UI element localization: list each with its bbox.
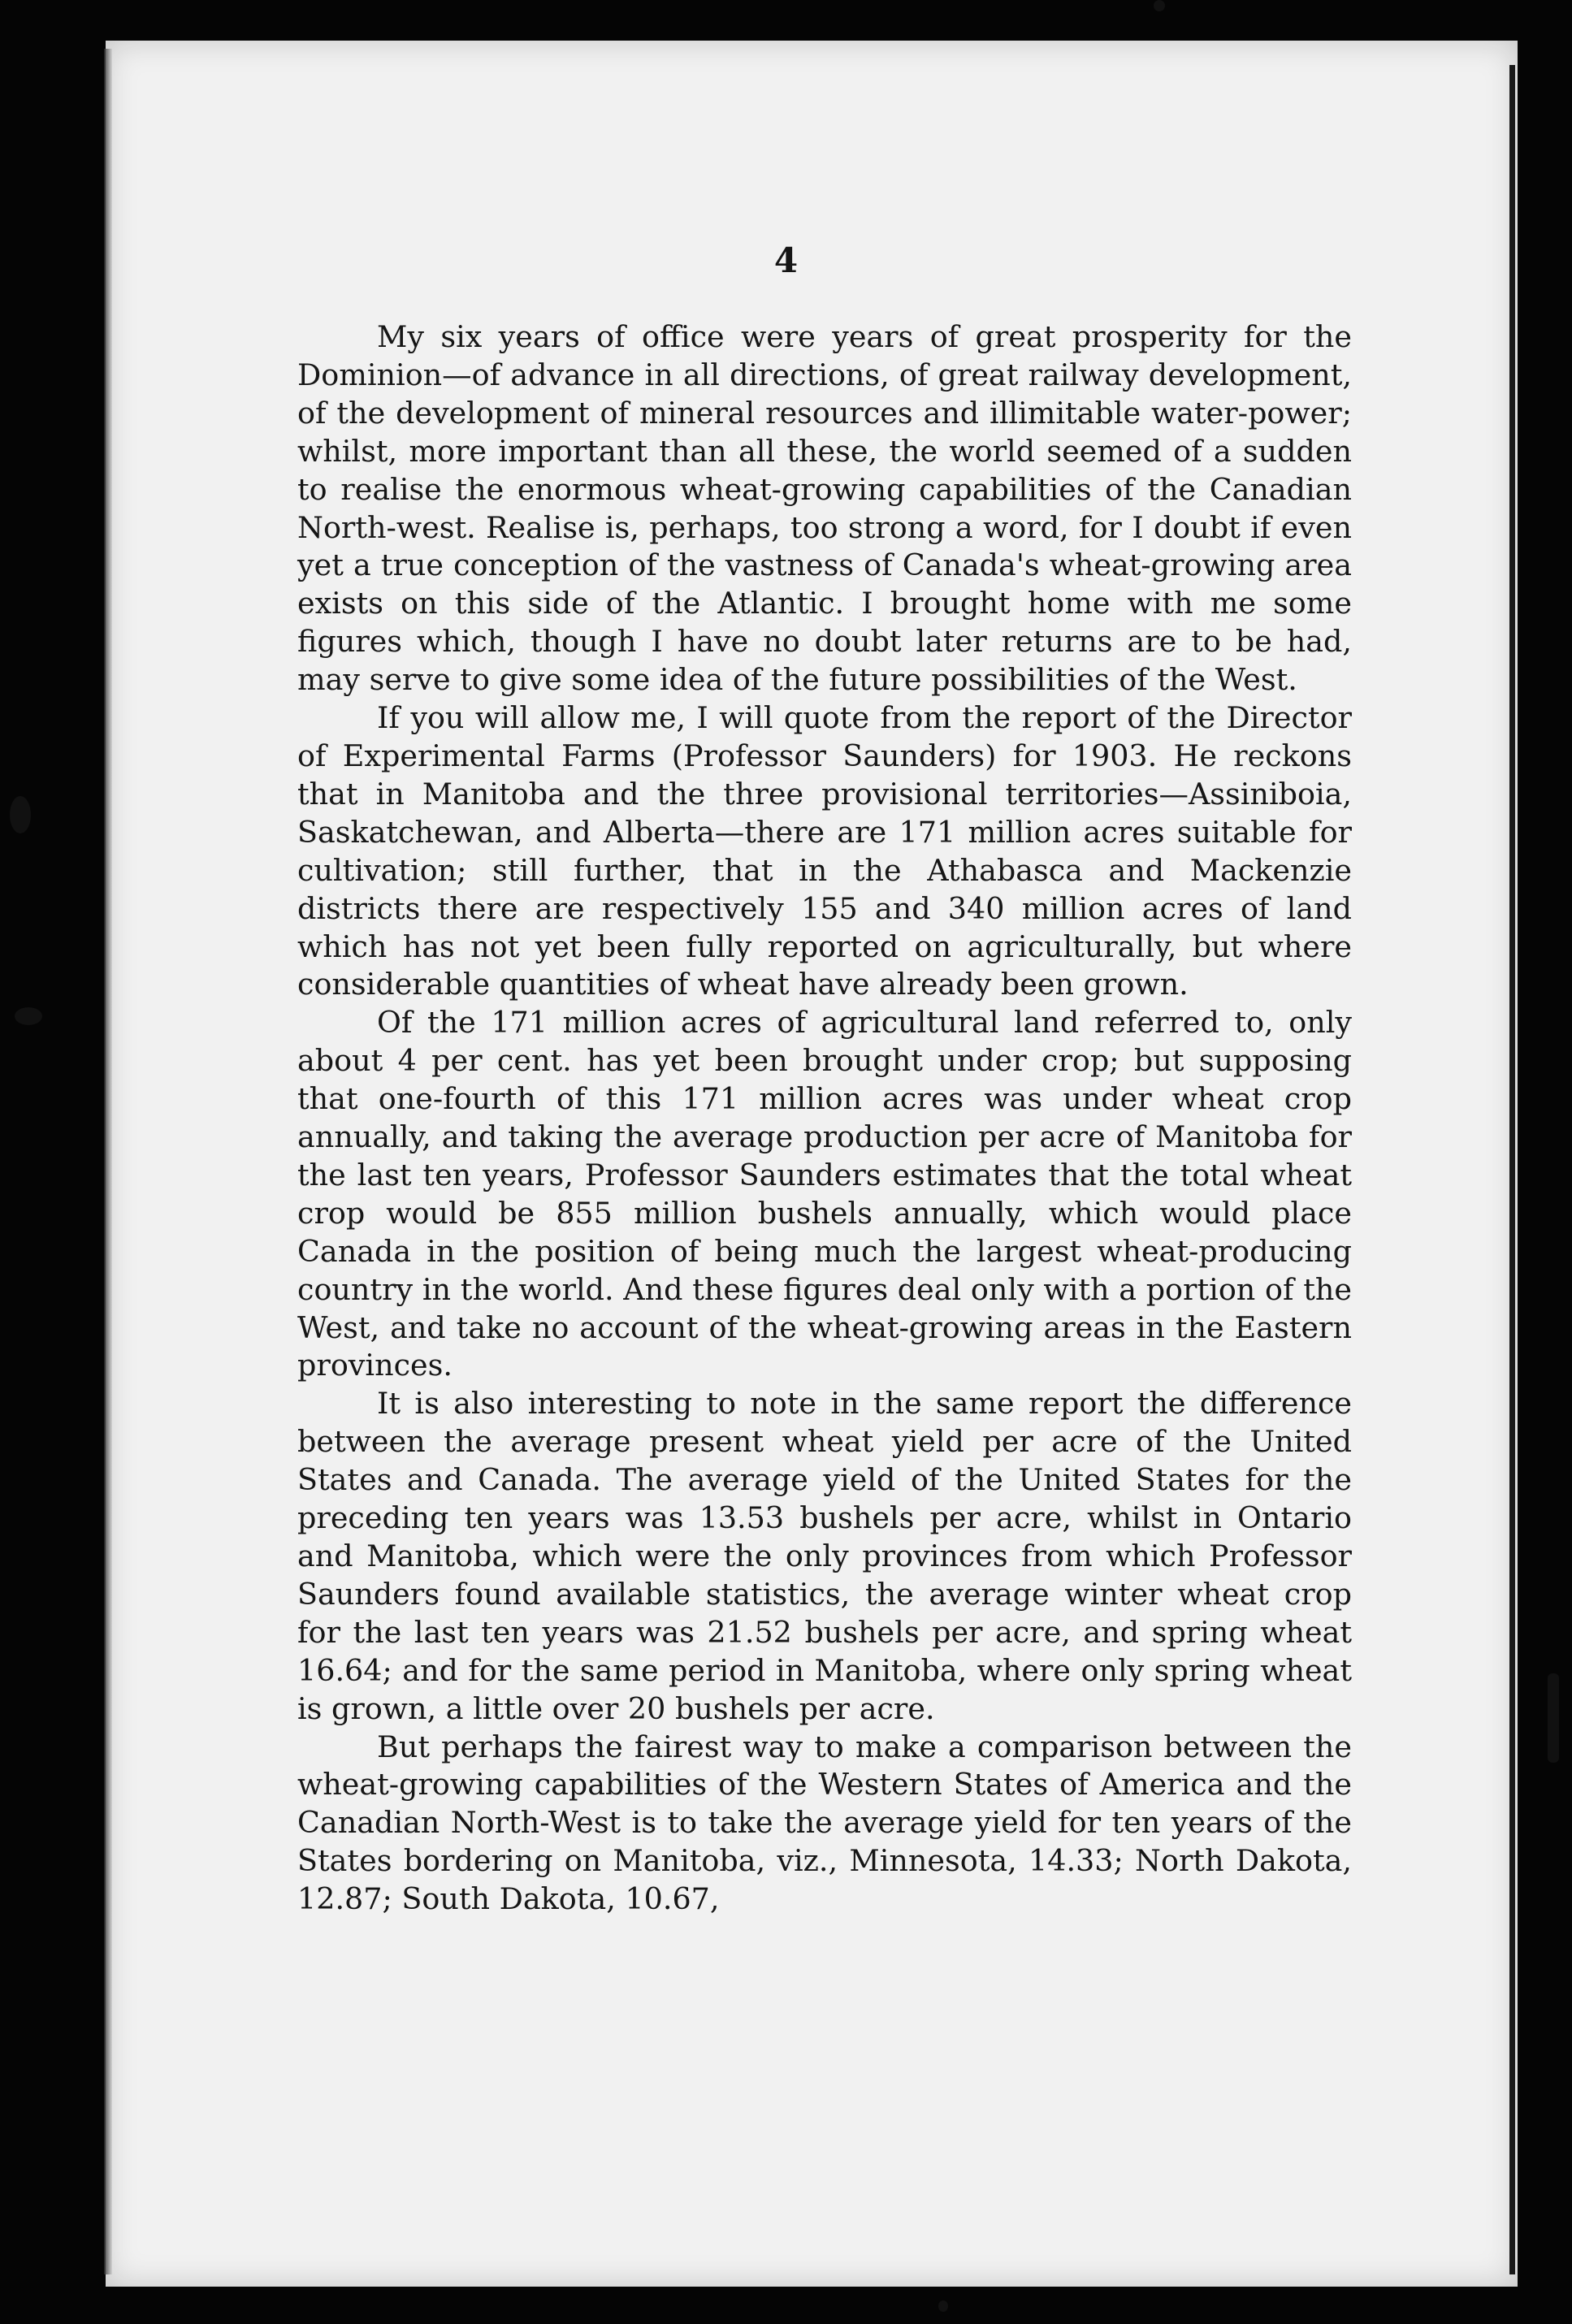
paragraph: But perhaps the fairest way to make a comparison between the wheat-growing capabilities of the Western States of America and the Canadian North-West is to take the average yield for ten years of the States bordering on Manitoba, viz., Minnesota, 14.33; North Dakota, 12.87; South Dakota, 10.67, (297, 1729, 1352, 1917)
page-left-edge (104, 49, 112, 2274)
page-number: 4 (773, 240, 799, 280)
paragraph: If you will allow me, I will quote from the report of the Director of Experimental Farms (Professor Saunders) for 1903. He reckons that in Manitoba and the three provisional territories—Assiniboia, Saskatchewan, and Alberta—there are 171 million acres suitable for cultivation; still further, that in the Athabasca and Mackenzie districts there are respectively 155 and 340 million acres of land which has not yet been fully reported on agriculturally, but where considerable quantities of wheat have already been grown. (297, 700, 1352, 1002)
paragraph: It is also interesting to note in the same report the difference between the average present wheat yield per acre of the United States and Canada. The average yield of the United States for the preceding ten years was 13.53 bushels per acre, whilst in Ontario and Manitoba, which were the only provinces from which Professor Saunders found available statistics, the average winter wheat crop for the last ten years was 21.52 bushels per acre, and spring wheat 16.64; and for the same period in Manitoba, where only spring wheat is grown, a little over 20 bushels per acre. (297, 1386, 1352, 1726)
body-text (297, 318, 1352, 1919)
scan-speck (1154, 0, 1165, 11)
scan-speck (1548, 1673, 1559, 1763)
paragraph: My six years of office were years of great prosperity for the Dominion—of advance in all directions, of great railway development, of the development of mineral resources and illimitable water-power; whilst, more important than all these, the world seemed of a sudden to realise the enormous wheat-growing capabilities of the Canadian North-west. Realise is, perhaps, too strong a word, for I doubt if even yet a true conception of the vastness of Canada's wheat-growing area exists on this side of the Atlantic. I brought home with me some figures which, though I have no doubt later returns are to be had, may serve to give some idea of the future possibilities of the West. (297, 319, 1352, 698)
paragraph: Of the 171 million acres of agricultural land referred to, only about 4 per cent. has yet been brought under crop; but supposing that one-fourth of this 171 million acres was under wheat crop annually, and taking the average production per acre of Manitoba for the last ten years, Professor Saunders estimates that the total wheat crop would be 855 million bushels annually, which would place Canada in the position of being much the largest wheat-producing country in the world. And these figures deal only with a portion of the West, and take no account of the wheat-growing areas in the Eastern provinces. (297, 1005, 1352, 1383)
scan-speck (938, 2300, 948, 2312)
scan-speck (10, 796, 31, 833)
page-gutter-line (1509, 65, 1515, 2274)
scan-speck (15, 1007, 42, 1025)
